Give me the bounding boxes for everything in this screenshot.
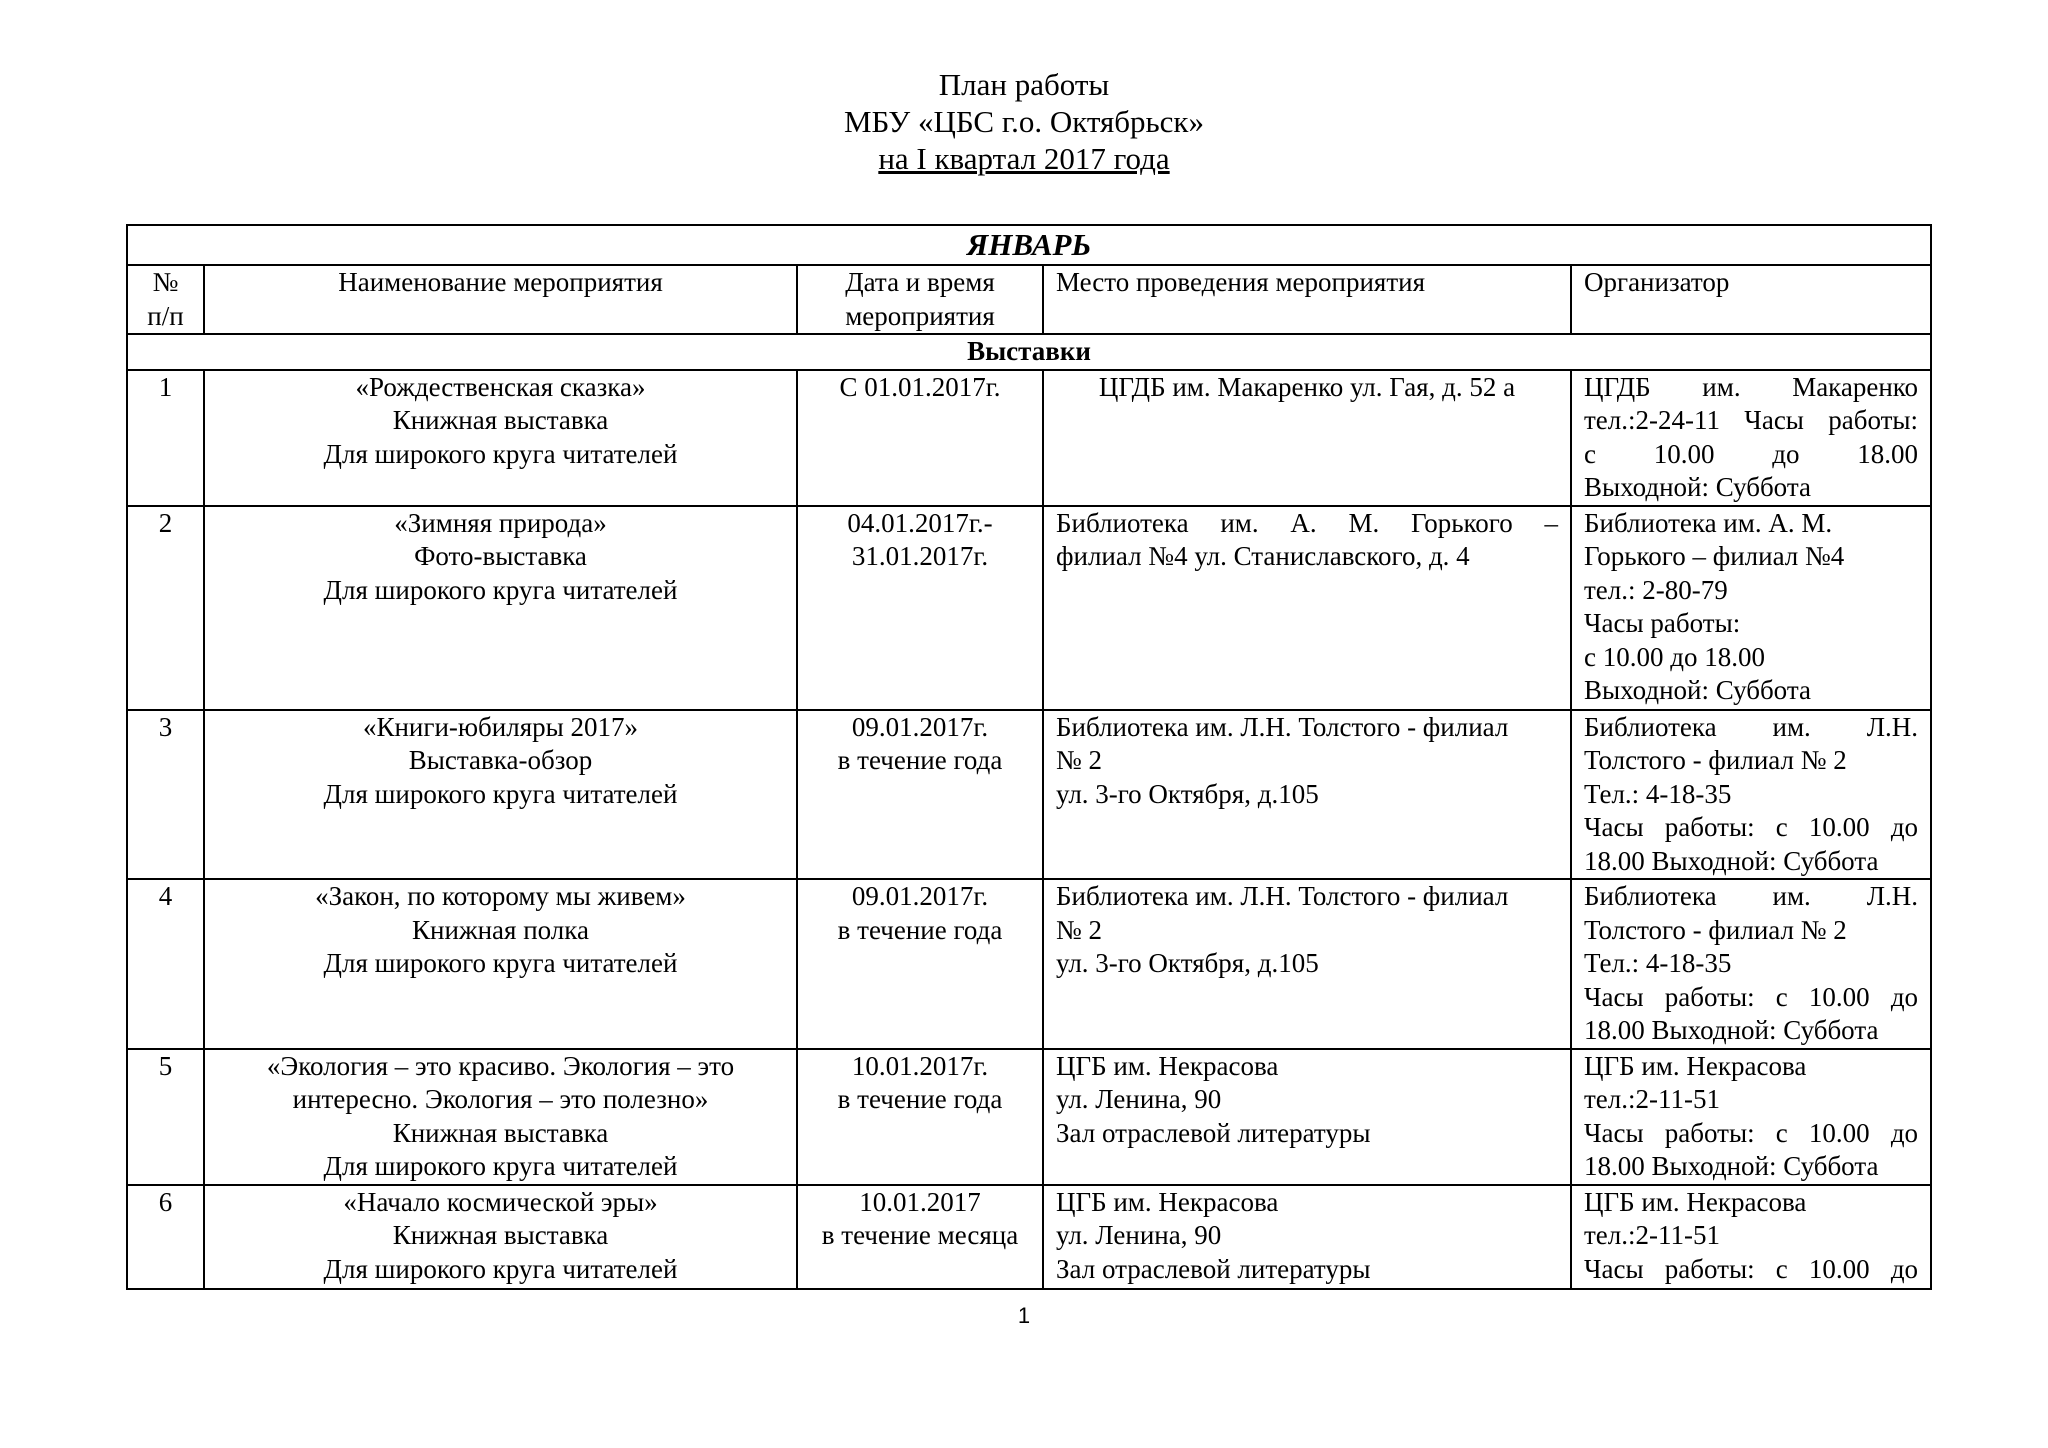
event-organizer-line: Выходной: Суббота xyxy=(1584,472,1811,502)
event-name-line: Для широкого круга читателей xyxy=(323,1253,678,1284)
event-name-line: Для широкого круга читателей xyxy=(323,574,678,605)
event-date-line: 10.01.2017 xyxy=(859,1186,981,1217)
event-organizer-line: тел.:2-24-11 Часы работы: xyxy=(1584,405,1919,435)
event-name-line: «Зимняя природа» xyxy=(394,507,607,538)
event-organizer-line: тел.:2-11-51 xyxy=(1584,1084,1720,1114)
table-row xyxy=(127,879,1931,1049)
event-date-line: в течение года xyxy=(837,914,1003,945)
event-date-line: в течение года xyxy=(837,1084,1003,1114)
event-organizer-cell xyxy=(1571,370,1931,506)
event-name-cell xyxy=(204,1185,797,1289)
event-place-line: ЦГБ им. Некрасова xyxy=(1056,1050,1279,1081)
event-organizer-line: Часы работы: xyxy=(1584,608,1741,638)
event-date-cell xyxy=(797,879,1043,1049)
event-name-line: Выставка-обзор xyxy=(408,745,593,775)
event-organizer-cell xyxy=(1571,1049,1931,1185)
row-number: 5 xyxy=(127,1049,204,1185)
event-organizer-line: ЦГДБ им. Макаренко xyxy=(1584,371,1919,402)
event-organizer-line: с 10.00 до 18.00 xyxy=(1584,438,1919,469)
event-name-line: Книжная выставка xyxy=(392,405,609,435)
table-row xyxy=(127,1049,1931,1185)
event-place-line: ЦГБ им. Некрасова xyxy=(1056,1186,1279,1217)
event-place-line: ЦГДБ им. Макаренко ул. Гая, д. 52 а xyxy=(1098,371,1516,402)
event-organizer-line: Библиотека им. А. М. xyxy=(1584,507,1833,538)
table-row xyxy=(127,710,1931,880)
event-date-line: 09.01.2017г. xyxy=(851,881,989,911)
row-number: 1 xyxy=(127,370,204,506)
event-place-line: ул. 3-го Октября, д.105 xyxy=(1056,948,1319,978)
event-place-line: ул. 3-го Октября, д.105 xyxy=(1056,778,1319,809)
row-number: 6 xyxy=(127,1185,204,1289)
event-date-line: С 01.01.2017г. xyxy=(839,371,1001,402)
table-row xyxy=(127,506,1931,710)
event-place-line: ул. Ленина, 90 xyxy=(1056,1220,1222,1250)
event-name-cell xyxy=(204,370,797,506)
event-organizer-line: ЦГБ им. Некрасова xyxy=(1584,1186,1807,1217)
event-place-line: Библиотека им. А. М. Горького – xyxy=(1056,507,1558,538)
row-number: 4 xyxy=(127,879,204,1049)
event-organizer-line: Часы работы: с 10.00 до xyxy=(1584,1253,1919,1284)
event-date-line: в течение года xyxy=(837,745,1003,775)
event-organizer-line: Тел.: 4-18-35 xyxy=(1584,948,1732,978)
event-organizer-line: Толстого - филиал № 2 xyxy=(1584,745,1847,775)
table-row xyxy=(127,1185,1931,1289)
event-date-cell xyxy=(797,1185,1043,1289)
event-organizer-line: тел.: 2-80-79 xyxy=(1584,574,1728,605)
event-organizer-cell xyxy=(1571,710,1931,880)
event-place-cell xyxy=(1043,1049,1571,1185)
event-place-line: Библиотека им. Л.Н. Толстого - филиал xyxy=(1056,881,1509,911)
section-header: Выставки xyxy=(127,334,1931,370)
events-table xyxy=(126,224,1932,1290)
header-period: на I квартал 2017 года xyxy=(878,141,1170,176)
event-name-line: «Рождественская сказка» xyxy=(355,371,646,402)
event-name-line: Книжная полка xyxy=(412,914,589,945)
row-number: 3 xyxy=(127,710,204,880)
header-title: План работы xyxy=(938,67,1110,102)
event-name-cell xyxy=(204,879,797,1049)
row-number: 2 xyxy=(127,506,204,710)
event-organizer-line: Горького – филиал №4 xyxy=(1584,541,1845,571)
event-organizer-line: Часы работы: с 10.00 до xyxy=(1584,812,1919,842)
event-name-line: «Начало космической эры» xyxy=(343,1186,658,1217)
event-organizer-line: Библиотека им. Л.Н. xyxy=(1584,881,1919,911)
column-header-place: Место проведения мероприятия xyxy=(1043,265,1571,334)
event-place-cell xyxy=(1043,879,1571,1049)
event-organizer-cell xyxy=(1571,879,1931,1049)
event-organizer-line: ЦГБ им. Некрасова xyxy=(1584,1050,1807,1081)
event-date-line: 31.01.2017г. xyxy=(851,541,989,571)
table-row xyxy=(127,370,1931,506)
document-header xyxy=(0,66,2048,177)
event-date-line: 10.01.2017г. xyxy=(851,1050,989,1081)
column-header-row xyxy=(127,265,1931,334)
column-header-name: Наименование мероприятия xyxy=(204,265,797,334)
event-date-line: 04.01.2017г.- xyxy=(847,507,993,538)
event-place-line: Библиотека им. Л.Н. Толстого - филиал xyxy=(1056,711,1509,742)
event-place-cell xyxy=(1043,506,1571,710)
event-place-cell xyxy=(1043,710,1571,880)
event-name-line: интересно. Экология – это полезно» xyxy=(292,1084,709,1114)
month-header: ЯНВАРЬ xyxy=(127,225,1931,265)
event-organizer-line: тел.:2-11-51 xyxy=(1584,1220,1720,1250)
event-place-line: Зал отраслевой литературы xyxy=(1056,1117,1371,1148)
event-place-line: ул. Ленина, 90 xyxy=(1056,1084,1222,1114)
event-name-line: Для широкого круга читателей xyxy=(323,778,678,809)
event-organizer-line: 18.00 Выходной: Суббота xyxy=(1584,845,1879,876)
column-header-num: № п/п xyxy=(127,265,204,334)
event-date-cell xyxy=(797,370,1043,506)
event-name-cell xyxy=(204,710,797,880)
column-header-date: Дата и время мероприятия xyxy=(797,265,1043,334)
event-date-cell xyxy=(797,1049,1043,1185)
event-date-line: в течение месяца xyxy=(821,1220,1019,1250)
event-name-line: Для широкого круга читателей xyxy=(323,948,678,978)
event-organizer-line: Часы работы: с 10.00 до xyxy=(1584,1117,1919,1148)
event-organizer-cell xyxy=(1571,506,1931,710)
event-place-cell xyxy=(1043,370,1571,506)
page-number: 1 xyxy=(1017,1303,1031,1328)
event-organizer-line: Выходной: Суббота xyxy=(1584,675,1811,705)
header-organization: МБУ «ЦБС г.о. Октябрьск» xyxy=(843,104,1204,139)
event-organizer-line: с 10.00 до 18.00 xyxy=(1584,641,1765,672)
event-name-line: Для широкого круга читателей xyxy=(323,438,678,469)
event-organizer-line: Толстого - филиал № 2 xyxy=(1584,914,1847,945)
event-place-cell xyxy=(1043,1185,1571,1289)
event-organizer-line: Тел.: 4-18-35 xyxy=(1584,778,1732,809)
event-date-cell xyxy=(797,710,1043,880)
event-organizer-line: 18.00 Выходной: Суббота xyxy=(1584,1015,1879,1045)
event-name-line: Для широкого круга читателей xyxy=(323,1151,678,1181)
event-name-line: Книжная выставка xyxy=(392,1117,609,1148)
event-date-line: 09.01.2017г. xyxy=(851,711,989,742)
event-organizer-cell xyxy=(1571,1185,1931,1289)
event-place-line: Зал отраслевой литературы xyxy=(1056,1253,1371,1284)
event-name-line: Фото-выставка xyxy=(414,541,587,571)
event-name-line: Книжная выставка xyxy=(392,1220,609,1250)
column-header-organizer: Организатор xyxy=(1571,265,1931,334)
event-place-line: № 2 xyxy=(1056,745,1103,775)
event-name-cell xyxy=(204,506,797,710)
event-name-line: «Экология – это красиво. Экология – это xyxy=(266,1050,735,1081)
event-name-line: «Книги-юбиляры 2017» xyxy=(362,711,639,742)
event-place-line: № 2 xyxy=(1056,914,1103,945)
event-name-line: «Закон, по которому мы живем» xyxy=(315,881,686,911)
event-place-line: филиал №4 ул. Станиславского, д. 4 xyxy=(1056,541,1470,571)
event-name-cell xyxy=(204,1049,797,1185)
event-organizer-line: 18.00 Выходной: Суббота xyxy=(1584,1151,1879,1181)
event-organizer-line: Библиотека им. Л.Н. xyxy=(1584,711,1919,742)
event-date-cell xyxy=(797,506,1043,710)
event-organizer-line: Часы работы: с 10.00 до xyxy=(1584,981,1919,1012)
